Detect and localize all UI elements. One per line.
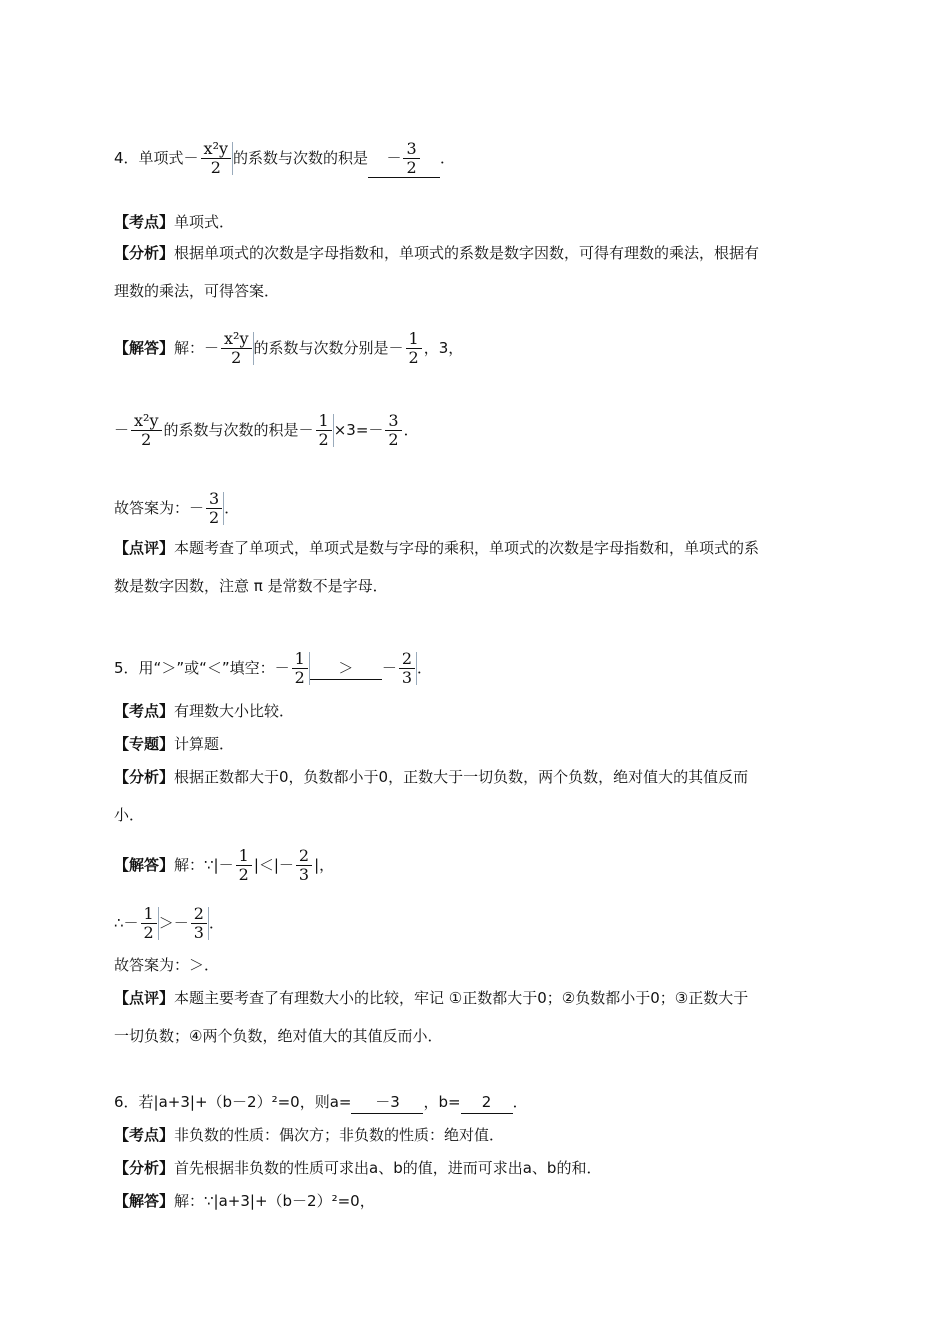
- q6-answer-a-blank: －3: [351, 1091, 423, 1114]
- q4-jieda-2-monomial-denominator: 2: [141, 430, 152, 449]
- q4-dianping-text-2: 数是数字因数，注意 π 是常数不是字母．: [114, 577, 388, 595]
- q4-jieda-2-result-fraction: [385, 412, 401, 449]
- q4-dianping-2: [114, 575, 850, 597]
- q6-fenxi: [114, 1157, 850, 1179]
- q5-jieda-fraction-1-denominator: 2: [238, 865, 249, 884]
- q5-jieda-2-fraction-1: [141, 905, 157, 942]
- q4-fenxi-tag: 【分析】: [114, 244, 175, 262]
- q4-monomial-denominator: 2: [210, 158, 221, 177]
- q5-stem-text-b: －: [381, 659, 397, 677]
- q4-jieda-1b: 的系数与次数分别是－: [253, 339, 404, 357]
- q5-jieda-2: [114, 905, 850, 942]
- q5-zhuanti-tag: 【专题】: [114, 735, 175, 753]
- q5-jieda-fraction-2-numerator: 2: [298, 846, 310, 865]
- q6-kaodian-text: 非负数的性质：偶次方；非负数的性质：绝对值．: [174, 1126, 505, 1144]
- q4-dianping-tag: 【点评】: [114, 539, 175, 557]
- q6-fenxi-tag: 【分析】: [114, 1159, 175, 1177]
- q4-jieda-monomial-denominator: 2: [231, 348, 242, 367]
- q5-dianping-text-2: 一切负数；④两个负数，绝对值大的其值反而小．: [114, 1027, 443, 1045]
- q5-fenxi-tag: 【分析】: [114, 768, 175, 786]
- q4-dianping-1: [114, 537, 850, 559]
- q4-jieda-2-half-fraction: $\frac{1}{2}$: [316, 412, 332, 449]
- q5-jieda-1b: |＜|－: [253, 856, 294, 874]
- q5-jieda-2-fraction-1-denominator: 2: [143, 923, 154, 942]
- q4-kaodian-text: 单项式．: [174, 213, 235, 231]
- q5-zhuanti-text: 计算题．: [174, 735, 235, 753]
- q4-gu: [114, 490, 850, 527]
- q4-jieda-2b: 的系数与次数的积是－: [163, 421, 314, 439]
- q5-dianping-1: [114, 987, 850, 1009]
- q4-jieda-1a: 解：－: [174, 339, 220, 357]
- q4-stem-text-b: 的系数与次数的积是: [233, 149, 369, 167]
- q5-zhuanti: [114, 733, 850, 755]
- q5-fraction-2-denominator: 3: [401, 668, 413, 687]
- q4-kaodian-tag: 【考点】: [114, 213, 175, 231]
- q5-stem-text-a: 5．用“＞”或“＜”填空：－: [114, 659, 290, 677]
- q4-jieda-2-monomial-fraction: [131, 412, 161, 449]
- q4-answer-numerator: 3: [406, 139, 417, 158]
- q4-answer-sign: －: [386, 149, 402, 167]
- q5-jieda-2b: ＞－: [158, 914, 189, 932]
- q6-stem: [114, 1091, 850, 1114]
- q4-monomial-numerator: x²y: [203, 139, 229, 158]
- q5-dianping-2: [114, 1025, 850, 1047]
- q5-gu-text: 故答案为：＞．: [114, 956, 220, 974]
- q5-fenxi-text-1: 根据正数都大于0，负数都小于0，正数大于一切负数，两个负数，绝对值大的其值反而: [174, 768, 749, 786]
- q5-jieda-fraction-2-denominator: 3: [298, 865, 310, 884]
- q4-jieda-coef-fraction: $\frac{1}{2}$: [406, 330, 422, 367]
- q6-stem-text-b: ，b=: [423, 1093, 461, 1111]
- q5-fraction-2-numerator: 2: [401, 649, 413, 668]
- q4-stem-text-c: ．: [440, 149, 456, 167]
- q5-fraction-2: [399, 650, 415, 687]
- q5-kaodian-text: 有理数大小比较．: [174, 702, 295, 720]
- q5-fraction-1: [292, 650, 308, 687]
- q4-jieda-1c: ，3，: [423, 339, 464, 357]
- q4-jieda-monomial-numerator: x²y: [224, 329, 249, 348]
- q4-gu-b: ．: [224, 499, 240, 517]
- q6-answer-b-blank: 2: [461, 1091, 513, 1114]
- q5-jieda-1: [114, 847, 850, 884]
- q6-stem-text-a: 6．若|a+3|+（b－2）²=0，则a=: [114, 1093, 352, 1111]
- q5-stem-text-c: ．: [417, 659, 433, 677]
- q5-fenxi-2: [114, 804, 850, 826]
- q4-dianping-text-1: 本题考查了单项式，单项式是数与字母的乘积，单项式的次数是字母指数和，单项式的系: [174, 539, 760, 557]
- q5-fenxi-1: [114, 766, 850, 788]
- q4-jieda-monomial-fraction: [221, 330, 251, 367]
- q5-jieda-fraction-1: [236, 847, 252, 884]
- q5-stem: [114, 650, 850, 687]
- q4-monomial-fraction: [201, 140, 231, 177]
- q4-kaodian: [114, 211, 850, 233]
- q4-jieda-2-monomial-numerator: x²y: [134, 411, 159, 430]
- q5-fraction-1-numerator: 1: [294, 649, 305, 668]
- q4-jieda-2-result-denominator: 2: [388, 430, 399, 449]
- q4-stem: [114, 140, 850, 178]
- q5-jieda-2-fraction-1-numerator: 1: [143, 904, 154, 923]
- q4-fenxi-text-2: 理数的乘法，可得答案．: [114, 282, 280, 300]
- q5-jieda-2-fraction-2-denominator: 3: [193, 923, 204, 942]
- q4-answer-fraction: [403, 140, 419, 177]
- q4-stem-text-a: 4．单项式－: [114, 149, 199, 167]
- q5-dianping-text-1: 本题主要考查了有理数大小的比较，牢记 ①正数都大于0；②负数都小于0；③正数大于: [174, 989, 749, 1007]
- q4-jieda-2a: －: [114, 421, 130, 439]
- q5-dianping-tag: 【点评】: [114, 989, 175, 1007]
- q5-jieda-2-fraction-2-numerator: 2: [193, 904, 204, 923]
- q5-jieda-tag: 【解答】: [114, 856, 175, 874]
- q4-gu-denominator: 2: [209, 508, 220, 527]
- q5-answer-blank: ＞: [310, 657, 382, 680]
- q4-jieda-2d: ．: [403, 421, 419, 439]
- q5-fenxi-text-2: 小．: [114, 806, 145, 824]
- q6-jieda: [114, 1190, 850, 1212]
- q5-jieda-2a: ∴－: [114, 914, 139, 932]
- q4-jieda-2-result-numerator: 3: [388, 411, 399, 430]
- q4-fenxi-1: [114, 242, 850, 264]
- q4-gu-numerator: 3: [209, 489, 220, 508]
- q6-jieda-text: 解：∵|a+3|+（b－2）²=0，: [174, 1192, 375, 1210]
- q4-answer-blank: [368, 140, 440, 178]
- q5-kaodian: [114, 700, 850, 722]
- q6-kaodian: [114, 1124, 850, 1146]
- q4-fenxi-text-1: 根据单项式的次数是字母指数和，单项式的系数是数字因数，可得有理数的乘法，根据有: [174, 244, 760, 262]
- q5-gu: [114, 954, 850, 976]
- q5-jieda-2-fraction-2: [191, 905, 207, 942]
- q5-jieda-2c: ．: [208, 914, 224, 932]
- q6-stem-text-c: ．: [512, 1093, 528, 1111]
- q4-answer-denominator: 2: [406, 158, 417, 177]
- q5-jieda-1a: 解：∵|－: [174, 856, 234, 874]
- q4-jieda-1: [114, 330, 850, 367]
- q4-jieda-tag: 【解答】: [114, 339, 175, 357]
- q4-jieda-2: [114, 412, 850, 449]
- q6-jieda-tag: 【解答】: [114, 1192, 175, 1210]
- q4-fenxi-2: [114, 280, 850, 302]
- q5-jieda-fraction-1-numerator: 1: [238, 846, 249, 865]
- q5-jieda-fraction-2: [296, 847, 312, 884]
- q6-fenxi-text: 首先根据非负数的性质可求出a、b的值，进而可求出a、b的和．: [174, 1159, 602, 1177]
- q6-kaodian-tag: 【考点】: [114, 1126, 175, 1144]
- q4-gu-fraction: [206, 490, 222, 527]
- q4-gu-a: 故答案为：－: [114, 499, 205, 517]
- q5-fraction-1-denominator: 2: [294, 668, 305, 687]
- q5-kaodian-tag: 【考点】: [114, 702, 175, 720]
- q5-jieda-1c: |，: [314, 856, 335, 874]
- q4-jieda-2c: ×3=－: [333, 421, 384, 439]
